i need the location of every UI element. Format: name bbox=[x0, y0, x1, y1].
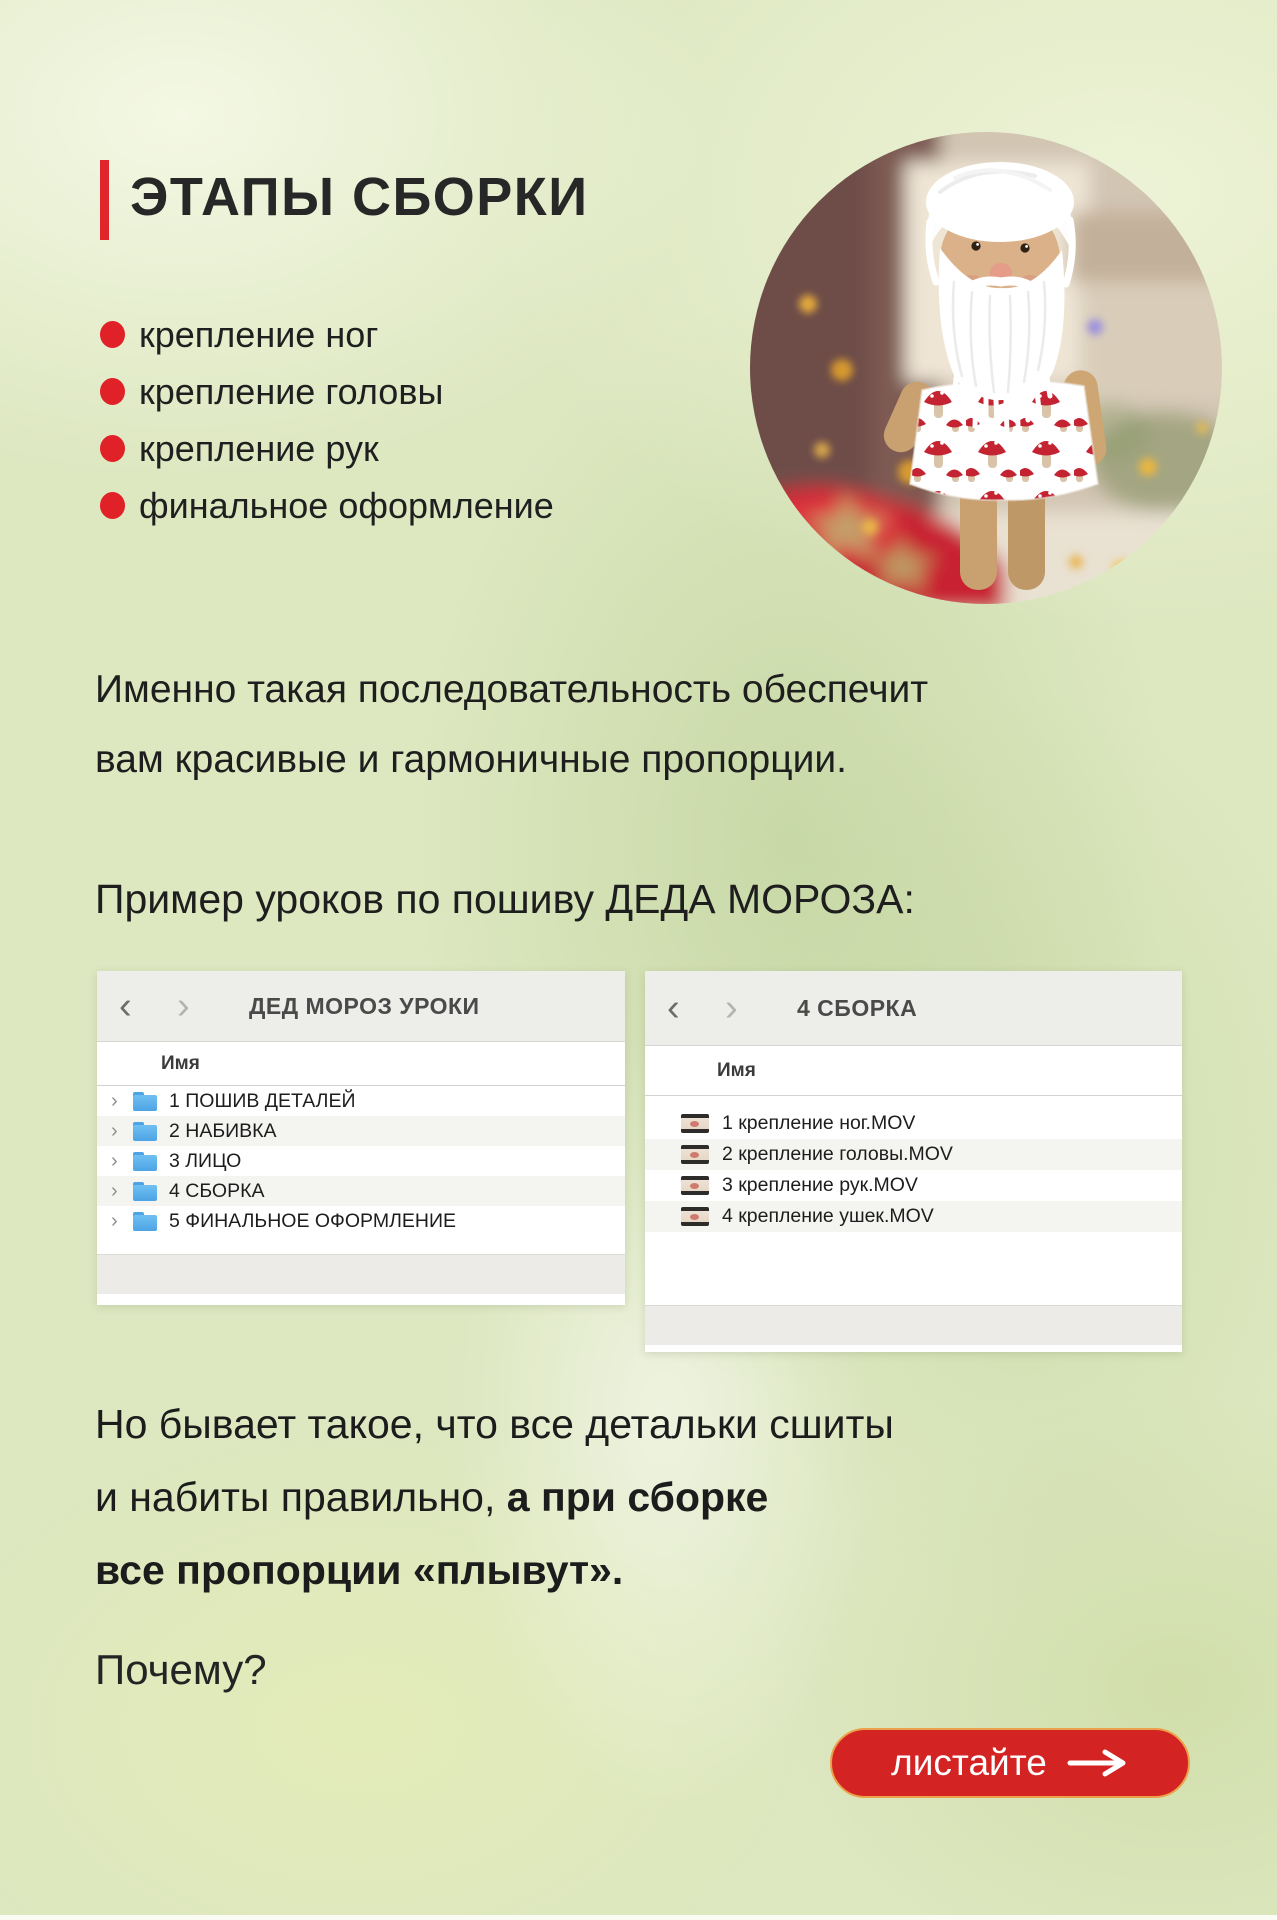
table-row bbox=[97, 1146, 625, 1176]
folder-name: 3 ЛИЦО bbox=[169, 1149, 242, 1172]
arrow-right-icon bbox=[1067, 1748, 1129, 1778]
doll-photo bbox=[750, 132, 1222, 604]
video-thumbnail-icon bbox=[681, 1207, 709, 1226]
bullet-dot-icon bbox=[100, 378, 125, 405]
file-name: 2 крепление головы.MOV bbox=[722, 1143, 953, 1165]
outro-line-1: Но бывает такое, что все детальки сшиты bbox=[95, 1401, 894, 1447]
file-name: 4 крепление ушек.MOV bbox=[722, 1205, 934, 1227]
page-title: ЭТАПЫ СБОРКИ bbox=[130, 167, 589, 227]
finder-toolbar bbox=[645, 971, 1182, 1046]
table-row bbox=[645, 1108, 1182, 1139]
finder-window-title: ДЕД МОРОЗ УРОКИ bbox=[249, 992, 480, 1019]
table-row bbox=[645, 1201, 1182, 1232]
table-row bbox=[645, 1139, 1182, 1170]
folder-name: 1 ПОШИВ ДЕТАЛЕЙ bbox=[169, 1089, 356, 1112]
forward-chevron-icon: › bbox=[177, 985, 190, 1027]
table-row bbox=[97, 1086, 625, 1116]
stage-list bbox=[100, 306, 554, 534]
folder-icon bbox=[133, 1182, 157, 1201]
file-name: 1 крепление ног.MOV bbox=[722, 1112, 916, 1134]
swipe-next-label: листайте bbox=[891, 1742, 1047, 1783]
video-thumbnail-icon bbox=[681, 1114, 709, 1133]
stage-label: крепление ног bbox=[139, 313, 379, 355]
column-header-label: Имя bbox=[717, 1059, 756, 1081]
back-chevron-icon: ‹ bbox=[667, 987, 680, 1029]
disclosure-chevron-icon: › bbox=[111, 1209, 118, 1232]
forward-chevron-icon: › bbox=[725, 987, 738, 1029]
file-name: 3 крепление рук.MOV bbox=[722, 1174, 918, 1196]
intro-paragraph bbox=[95, 655, 928, 795]
finder-statusbar bbox=[97, 1254, 625, 1294]
outro-line-2-bold: а при сборке bbox=[506, 1474, 769, 1520]
folder-name: 5 ФИНАЛЬНОЕ ОФОРМЛЕНИЕ bbox=[169, 1209, 456, 1232]
folder-icon bbox=[133, 1092, 157, 1111]
bottom-edge-strip bbox=[0, 1915, 1277, 1920]
finder-screenshot-lessons bbox=[97, 971, 625, 1305]
finder-statusbar bbox=[645, 1305, 1182, 1345]
video-thumbnail-icon bbox=[681, 1145, 709, 1164]
stage-label: крепление рук bbox=[139, 427, 379, 469]
swipe-next-button[interactable] bbox=[830, 1728, 1190, 1798]
table-row bbox=[97, 1176, 625, 1206]
folder-name: 4 СБОРКА bbox=[169, 1179, 265, 1202]
outro-paragraph bbox=[95, 1388, 894, 1607]
column-header bbox=[645, 1046, 1182, 1096]
bullet-dot-icon bbox=[100, 492, 125, 519]
intro-line-2: вам красивые и гармоничные пропорции. bbox=[95, 738, 847, 781]
disclosure-chevron-icon: › bbox=[111, 1179, 118, 1202]
disclosure-chevron-icon: › bbox=[111, 1089, 118, 1112]
bullet-dot-icon bbox=[100, 321, 125, 348]
intro-line-1: Именно такая последовательность обеспечит bbox=[95, 668, 929, 711]
folder-icon bbox=[133, 1212, 157, 1231]
disclosure-chevron-icon: › bbox=[111, 1119, 118, 1142]
stage-label: крепление головы bbox=[139, 370, 444, 412]
finder-window-title: 4 СБОРКА bbox=[797, 994, 918, 1021]
disclosure-chevron-icon: › bbox=[111, 1149, 118, 1172]
folder-name: 2 НАБИВКА bbox=[169, 1119, 277, 1142]
outro-line-3-bold: все пропорции «плывут». bbox=[95, 1547, 624, 1593]
folder-icon bbox=[133, 1152, 157, 1171]
column-header-label: Имя bbox=[161, 1052, 200, 1074]
question-text: Почему? bbox=[95, 1646, 267, 1693]
outro-line-2-normal: и набиты правильно, bbox=[95, 1474, 507, 1520]
list-item bbox=[100, 306, 554, 363]
example-heading: Пример уроков по пошиву ДЕДА МОРОЗА: bbox=[95, 876, 915, 922]
list-item bbox=[100, 363, 554, 420]
folder-icon bbox=[133, 1122, 157, 1141]
stage-label: финальное оформление bbox=[139, 484, 554, 526]
finder-toolbar bbox=[97, 971, 625, 1042]
finder-screenshot-assembly bbox=[645, 971, 1182, 1352]
list-item bbox=[100, 420, 554, 477]
title-accent-bar bbox=[100, 160, 109, 240]
video-thumbnail-icon bbox=[681, 1176, 709, 1195]
table-row bbox=[97, 1206, 625, 1236]
table-row bbox=[97, 1116, 625, 1146]
back-chevron-icon: ‹ bbox=[119, 985, 132, 1027]
list-item bbox=[100, 477, 554, 534]
column-header bbox=[97, 1042, 625, 1086]
bullet-dot-icon bbox=[100, 435, 125, 462]
table-row bbox=[645, 1170, 1182, 1201]
